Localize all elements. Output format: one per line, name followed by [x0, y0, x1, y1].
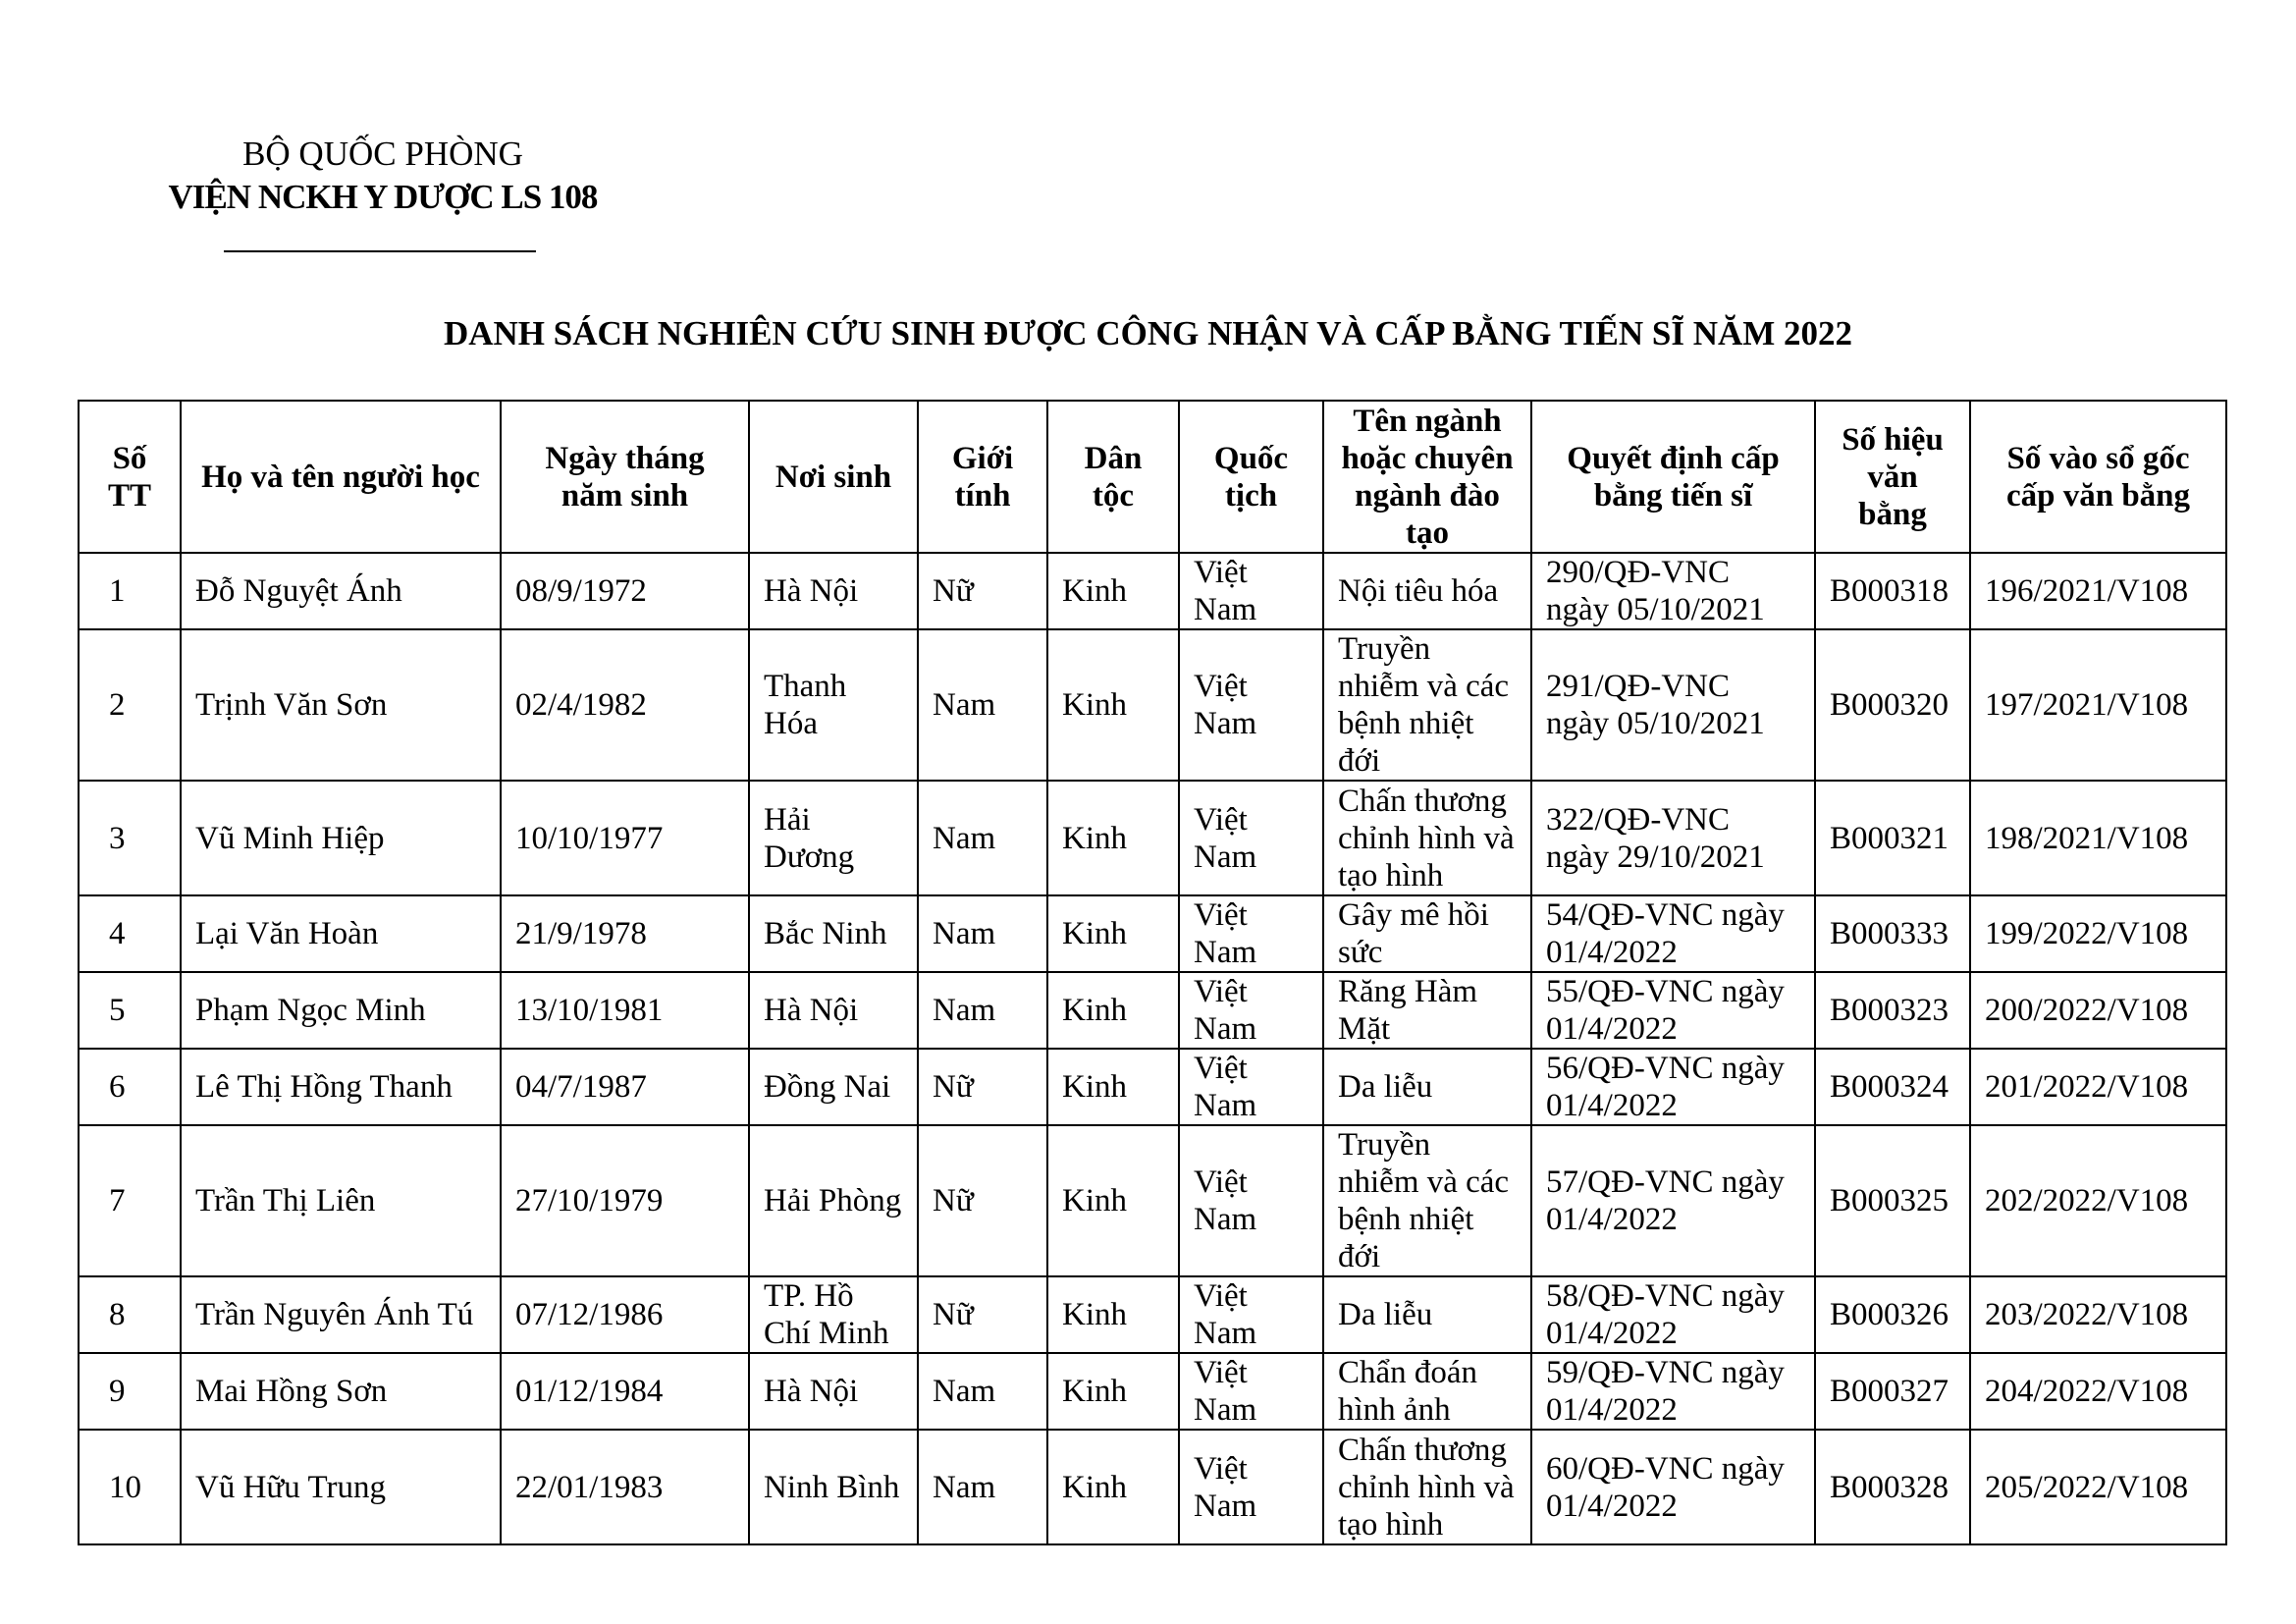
cell-ethnicity: Kinh: [1047, 1276, 1179, 1353]
cell-nationality: Việt Nam: [1179, 553, 1323, 629]
cell-decision: 291/QĐ-VNC ngày 05/10/2021: [1531, 629, 1815, 781]
cell-decision: 58/QĐ-VNC ngày 01/4/2022: [1531, 1276, 1815, 1353]
cell-birthdate: 04/7/1987: [501, 1049, 749, 1125]
column-header: Quốc tịch: [1179, 401, 1323, 553]
cell-birthplace: Bắc Ninh: [749, 895, 918, 972]
cell-ethnicity: Kinh: [1047, 1353, 1179, 1430]
cell-nationality: Việt Nam: [1179, 1276, 1323, 1353]
ministry-name: BỘ QUỐC PHÒNG: [242, 135, 523, 173]
cell-major: Da liễu: [1323, 1276, 1531, 1353]
table-row: [79, 972, 2226, 1049]
cell-birthplace: Hải Phòng: [749, 1125, 918, 1276]
cell-birthplace: Hà Nội: [749, 553, 918, 629]
cell-register-number: 201/2022/V108: [1970, 1049, 2226, 1125]
cell-ethnicity: Kinh: [1047, 972, 1179, 1049]
column-header: Ngày tháng năm sinh: [501, 401, 749, 553]
cell-major: Chấn thương chỉnh hình và tạo hình: [1323, 1430, 1531, 1544]
institute-name: VIỆN NCKH Y DƯỢC LS 108: [168, 178, 598, 216]
cell-decision: 60/QĐ-VNC ngày 01/4/2022: [1531, 1430, 1815, 1544]
column-header: Số TT: [79, 401, 181, 553]
cell-register-number: 204/2022/V108: [1970, 1353, 2226, 1430]
cell-name: Vũ Hữu Trung: [181, 1430, 501, 1544]
cell-major: Truyền nhiễm và các bệnh nhiệt đới: [1323, 1125, 1531, 1276]
cell-nationality: Việt Nam: [1179, 1430, 1323, 1544]
cell-name: Lại Văn Hoàn: [181, 895, 501, 972]
cell-birthplace: Hà Nội: [749, 1353, 918, 1430]
cell-nationality: Việt Nam: [1179, 972, 1323, 1049]
cell-nationality: Việt Nam: [1179, 629, 1323, 781]
cell-diploma-number: B000318: [1815, 553, 1970, 629]
column-header: Quyết định cấp bằng tiến sĩ: [1531, 401, 1815, 553]
cell-nationality: Việt Nam: [1179, 895, 1323, 972]
table-header-row: [79, 401, 2226, 553]
cell-birthdate: 22/01/1983: [501, 1430, 749, 1544]
cell-register-number: 196/2021/V108: [1970, 553, 2226, 629]
cell-decision: 57/QĐ-VNC ngày 01/4/2022: [1531, 1125, 1815, 1276]
cell-stt: 7: [79, 1125, 181, 1276]
cell-diploma-number: B000323: [1815, 972, 1970, 1049]
cell-ethnicity: Kinh: [1047, 1125, 1179, 1276]
cell-stt: 9: [79, 1353, 181, 1430]
cell-ethnicity: Kinh: [1047, 629, 1179, 781]
cell-diploma-number: B000333: [1815, 895, 1970, 972]
cell-birthplace: Đồng Nai: [749, 1049, 918, 1125]
cell-gender: Nữ: [918, 1049, 1047, 1125]
graduate-list-table: [78, 400, 2227, 1545]
cell-major: Truyền nhiễm và các bệnh nhiệt đới: [1323, 629, 1531, 781]
cell-nationality: Việt Nam: [1179, 781, 1323, 895]
column-header: Họ và tên người học: [181, 401, 501, 553]
cell-stt: 10: [79, 1430, 181, 1544]
cell-register-number: 199/2022/V108: [1970, 895, 2226, 972]
column-header: Số vào sổ gốc cấp văn bằng: [1970, 401, 2226, 553]
cell-name: Lê Thị Hồng Thanh: [181, 1049, 501, 1125]
column-header: Giới tính: [918, 401, 1047, 553]
cell-register-number: 198/2021/V108: [1970, 781, 2226, 895]
cell-birthdate: 01/12/1984: [501, 1353, 749, 1430]
cell-ethnicity: Kinh: [1047, 1430, 1179, 1544]
cell-ethnicity: Kinh: [1047, 895, 1179, 972]
cell-register-number: 202/2022/V108: [1970, 1125, 2226, 1276]
cell-gender: Nam: [918, 629, 1047, 781]
cell-register-number: 205/2022/V108: [1970, 1430, 2226, 1544]
cell-major: Răng Hàm Mặt: [1323, 972, 1531, 1049]
column-header: Dân tộc: [1047, 401, 1179, 553]
cell-birthdate: 10/10/1977: [501, 781, 749, 895]
cell-gender: Nữ: [918, 1276, 1047, 1353]
cell-gender: Nam: [918, 781, 1047, 895]
cell-register-number: 203/2022/V108: [1970, 1276, 2226, 1353]
cell-major: Chẩn đoán hình ảnh: [1323, 1353, 1531, 1430]
cell-gender: Nam: [918, 1353, 1047, 1430]
cell-gender: Nữ: [918, 553, 1047, 629]
cell-stt: 2: [79, 629, 181, 781]
cell-decision: 322/QĐ-VNC ngày 29/10/2021: [1531, 781, 1815, 895]
cell-diploma-number: B000320: [1815, 629, 1970, 781]
cell-birthdate: 02/4/1982: [501, 629, 749, 781]
cell-birthdate: 27/10/1979: [501, 1125, 749, 1276]
cell-major: Gây mê hồi sức: [1323, 895, 1531, 972]
table-row: [79, 1353, 2226, 1430]
cell-decision: 59/QĐ-VNC ngày 01/4/2022: [1531, 1353, 1815, 1430]
cell-nationality: Việt Nam: [1179, 1049, 1323, 1125]
cell-ethnicity: Kinh: [1047, 1049, 1179, 1125]
cell-stt: 4: [79, 895, 181, 972]
table-row: [79, 629, 2226, 781]
cell-stt: 6: [79, 1049, 181, 1125]
cell-major: Nội tiêu hóa: [1323, 553, 1531, 629]
cell-name: Vũ Minh Hiệp: [181, 781, 501, 895]
cell-birthdate: 13/10/1981: [501, 972, 749, 1049]
document-title: DANH SÁCH NGHIÊN CỨU SINH ĐƯỢC CÔNG NHẬN VÀ CẤP BẰNG TIẾN SĨ NĂM 2022: [443, 314, 1853, 352]
cell-birthdate: 21/9/1978: [501, 895, 749, 972]
cell-major: Chấn thương chỉnh hình và tạo hình: [1323, 781, 1531, 895]
column-header: Tên ngành hoặc chuyên ngành đào tạo: [1323, 401, 1531, 553]
cell-stt: 5: [79, 972, 181, 1049]
cell-decision: 56/QĐ-VNC ngày 01/4/2022: [1531, 1049, 1815, 1125]
cell-name: Mai Hồng Sơn: [181, 1353, 501, 1430]
column-header: Số hiệu văn bằng: [1815, 401, 1970, 553]
table-row: [79, 1049, 2226, 1125]
cell-ethnicity: Kinh: [1047, 553, 1179, 629]
cell-name: Trần Thị Liên: [181, 1125, 501, 1276]
cell-birthdate: 07/12/1986: [501, 1276, 749, 1353]
cell-gender: Nam: [918, 972, 1047, 1049]
cell-gender: Nữ: [918, 1125, 1047, 1276]
cell-diploma-number: B000327: [1815, 1353, 1970, 1430]
cell-birthplace: TP. Hồ Chí Minh: [749, 1276, 918, 1353]
cell-gender: Nam: [918, 1430, 1047, 1544]
table-row: [79, 1430, 2226, 1544]
cell-decision: 55/QĐ-VNC ngày 01/4/2022: [1531, 972, 1815, 1049]
cell-name: Đỗ Nguyệt Ánh: [181, 553, 501, 629]
cell-diploma-number: B000326: [1815, 1276, 1970, 1353]
table-row: [79, 895, 2226, 972]
cell-nationality: Việt Nam: [1179, 1353, 1323, 1430]
cell-decision: 290/QĐ-VNC ngày 05/10/2021: [1531, 553, 1815, 629]
table-row: [79, 553, 2226, 629]
cell-stt: 1: [79, 553, 181, 629]
cell-name: Trần Nguyên Ánh Tú: [181, 1276, 501, 1353]
header-underline: [224, 250, 536, 252]
cell-diploma-number: B000321: [1815, 781, 1970, 895]
cell-birthplace: Hà Nội: [749, 972, 918, 1049]
cell-ethnicity: Kinh: [1047, 781, 1179, 895]
cell-diploma-number: B000324: [1815, 1049, 1970, 1125]
cell-birthplace: Hải Dương: [749, 781, 918, 895]
cell-name: Trịnh Văn Sơn: [181, 629, 501, 781]
cell-birthdate: 08/9/1972: [501, 553, 749, 629]
cell-name: Phạm Ngọc Minh: [181, 972, 501, 1049]
cell-diploma-number: B000328: [1815, 1430, 1970, 1544]
cell-stt: 8: [79, 1276, 181, 1353]
cell-nationality: Việt Nam: [1179, 1125, 1323, 1276]
cell-gender: Nam: [918, 895, 1047, 972]
cell-birthplace: Ninh Bình: [749, 1430, 918, 1544]
cell-decision: 54/QĐ-VNC ngày 01/4/2022: [1531, 895, 1815, 972]
cell-diploma-number: B000325: [1815, 1125, 1970, 1276]
column-header: Nơi sinh: [749, 401, 918, 553]
cell-stt: 3: [79, 781, 181, 895]
cell-register-number: 200/2022/V108: [1970, 972, 2226, 1049]
cell-register-number: 197/2021/V108: [1970, 629, 2226, 781]
cell-major: Da liễu: [1323, 1049, 1531, 1125]
document-header: [137, 133, 628, 219]
cell-birthplace: Thanh Hóa: [749, 629, 918, 781]
table-row: [79, 1276, 2226, 1353]
table-row: [79, 781, 2226, 895]
table-row: [79, 1125, 2226, 1276]
